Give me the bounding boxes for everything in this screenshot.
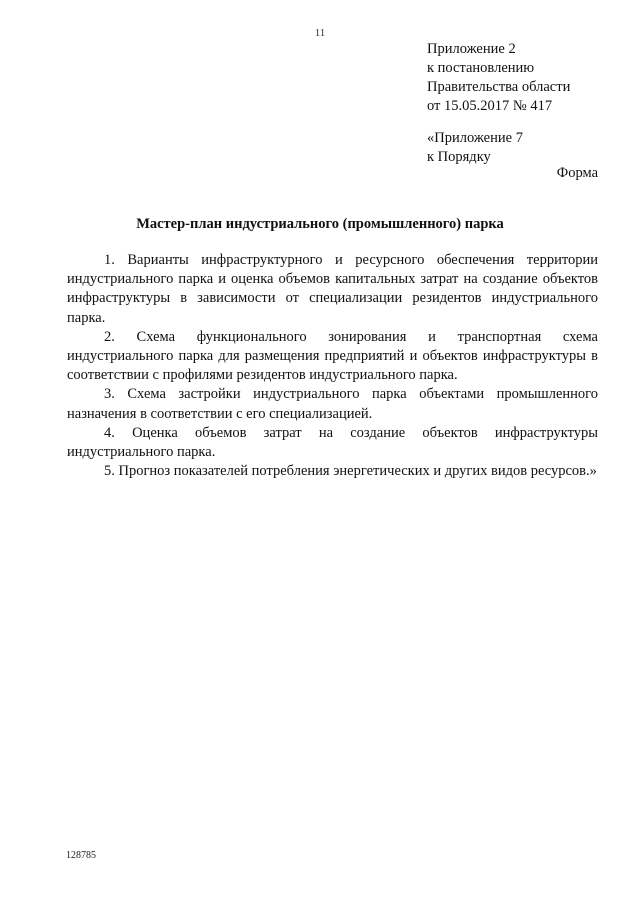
list-item-3: 3. Схема застройки индустриального парка объектами промышленного назначения в соответствии с его специализацией.	[67, 386, 598, 422]
form-label: Форма	[556, 165, 598, 181]
order-line-2: к Порядку	[427, 149, 491, 165]
order-line-1: «Приложение 7	[427, 130, 523, 146]
document-title: Мастер-план индустриального (промышленного) парка	[136, 216, 504, 232]
appendix-header	[427, 40, 570, 116]
document-code: 128785	[66, 850, 96, 861]
list-item-5: 5. Прогноз показателей потребления энергетических и других видов ресурсов.»	[104, 463, 597, 480]
page-number: 11	[314, 27, 326, 39]
document-body	[67, 251, 598, 481]
appendix-line-3: Правительства области	[427, 79, 571, 95]
order-header	[427, 129, 523, 167]
list-item-1: 1. Варианты инфраструктурного и ресурсного обеспечения территории индустриального парка и оценка объемов капитальных затрат на создание объектов инфраструктуры в зависимости от специализации резидентов индустриального парка.	[67, 252, 598, 326]
appendix-line-1: Приложение 2	[427, 41, 516, 57]
list-item-2: 2. Схема функционального зонирования и транспортная схема индустриального парка для размещения предприятий и объектов инфраструктуры в соответствии с профилями резидентов индустриального парка.	[67, 328, 598, 384]
appendix-line-2: к постановлению	[427, 60, 535, 76]
list-item-4: 4. Оценка объемов затрат на создание объектов инфраструктуры индустриального парка.	[67, 424, 598, 461]
appendix-line-4: от 15.05.2017 № 417	[427, 98, 553, 114]
